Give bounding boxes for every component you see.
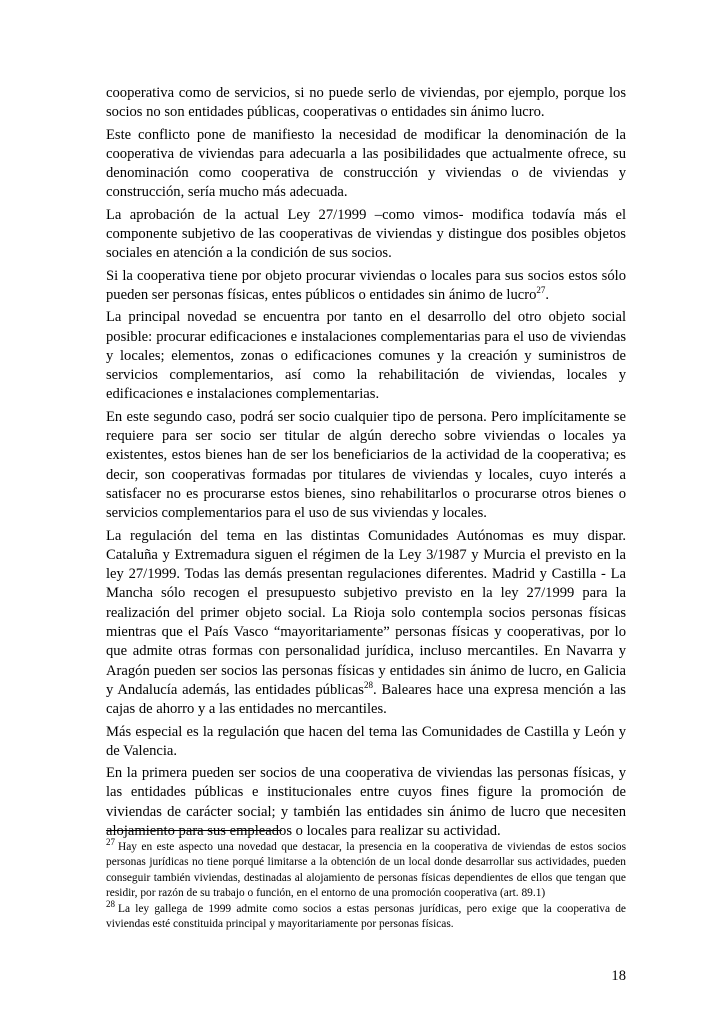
paragraph: Más especial es la regulación que hacen del tema las Comunidades de Castilla y León y de Valencia. <box>106 723 626 759</box>
footnote: $^{27}$ Hay en este aspecto una novedad que destacar, la presencia en la cooperativa de viviendas de estos socios personas jurídicas no tiene porqué limitarse a la obtención de un local donde desarrollar sus actividades, pueden conseguir también viviendas, destinadas al alojamiento de personas físicas dependientes de ellos que tengan que residir, por razón de su trabajo o función, en el entorno de una promoción cooperativa (art. 89.1) <box>106 837 626 900</box>
footnote-separator <box>106 830 282 831</box>
paragraph: cooperativa como de servicios, si no puede serlo de viviendas, por ejemplo, porque los socios no son entidades públicas, cooperativas o entidades sin ánimo lucro. <box>106 85 626 121</box>
page-number: 18 <box>611 968 626 984</box>
footnote: $^{28}$ La ley gallega de 1999 admite como socios a estas personas jurídicas, pero exige que la cooperativa de viviendas esté constituida principal y mayoritariamente por personas físicas. <box>106 898 626 931</box>
paragraph: Si la cooperativa tiene por objeto procurar viviendas o locales para sus socios estos sólo pueden ser personas físicas, entes públicos o entidades sin ánimo de lucro$^{27}$. <box>106 267 626 303</box>
footnotes <box>106 837 626 932</box>
paragraph: En la primera pueden ser socios de una cooperativa de viviendas las personas físicas, y las entidades públicas e institucionales entre cuyos fines figure la promoción de viviendas de carácter social; y también las entidades sin ánimo de lucro que necesiten alojamiento para sus empleados o locales para realizar su actividad. <box>106 765 626 839</box>
paragraph: Este conflicto pone de manifiesto la necesidad de modificar la denominación de la cooperativa de viviendas para adecuarla a las posibilidades que actualmente ofrece, su denominación como cooperativa de construcción y viviendas o de viviendas y construcción, sería mucho más adecuada. <box>106 126 626 201</box>
footnote-ref-27[interactable]: 27 <box>536 285 546 296</box>
paragraph: La principal novedad se encuentra por tanto en el desarrollo del otro objeto social posible: procurar edificaciones e instalaciones complementarias para el uso de viviendas y locales; elementos, zonas o edificaciones comunes y la creación y suministros de servicios complementarios, así como la rehabilitación de viviendas, locales y edificaciones e instalaciones complementarias. <box>106 309 626 403</box>
paragraph: En este segundo caso, podrá ser socio cualquier tipo de persona. Pero implícitamente se requiere para ser socio ser titular de algún derecho sobre viviendas o locales ya existentes, estos bienes han de ser los beneficiarios de la actividad de la cooperativa; es decir, son cooperativas formadas por titulares de viviendas y locales, cuyo interés a satisfacer no es procurarse estos bienes, sino rehabilitarlos o procurarse otros bienes o servicios complementarios para el uso de sus viviendas y locales. <box>106 408 626 522</box>
footnote-number: 27 <box>106 837 115 848</box>
paragraph: La aprobación de la actual Ley 27/1999 –como vimos- modifica todavía más el componente subjetivo de las cooperativas de viviendas y distingue dos posibles objetos sociales en atención a la condición de sus socios. <box>106 206 626 262</box>
paragraph: La regulación del tema en las distintas Comunidades Autónomas es muy dispar. Cataluña y Extremadura siguen el régimen de la Ley 3/1987 y Murcia el previsto en la ley 27/1999. Todas las demás presentan regulaciones diferentes. Madrid y Castilla - La Mancha sólo recogen el presupuesto subjetivo previsto en la ley 27/1999 para la realización del primer objeto social. La Rioja solo contempla socios personas físicas mientras que el País Vasco “mayoritariamente” personas físicas y cooperativas, por lo que admite otras formas con personalidad jurídica, incluso mercantiles. En Navarra y Aragón pueden ser socios las personas físicas y entidades sin ánimo de lucro, en Galicia y Andalucía además, las entidades públicas$^{28}$. Baleares hace una expresa mención a las cajas de ahorro y a las entidades no mercantiles. <box>106 527 626 718</box>
footnote-number: 28 <box>106 898 115 909</box>
body-text <box>106 84 626 844</box>
footnote-ref-28[interactable]: 28 <box>363 680 373 691</box>
